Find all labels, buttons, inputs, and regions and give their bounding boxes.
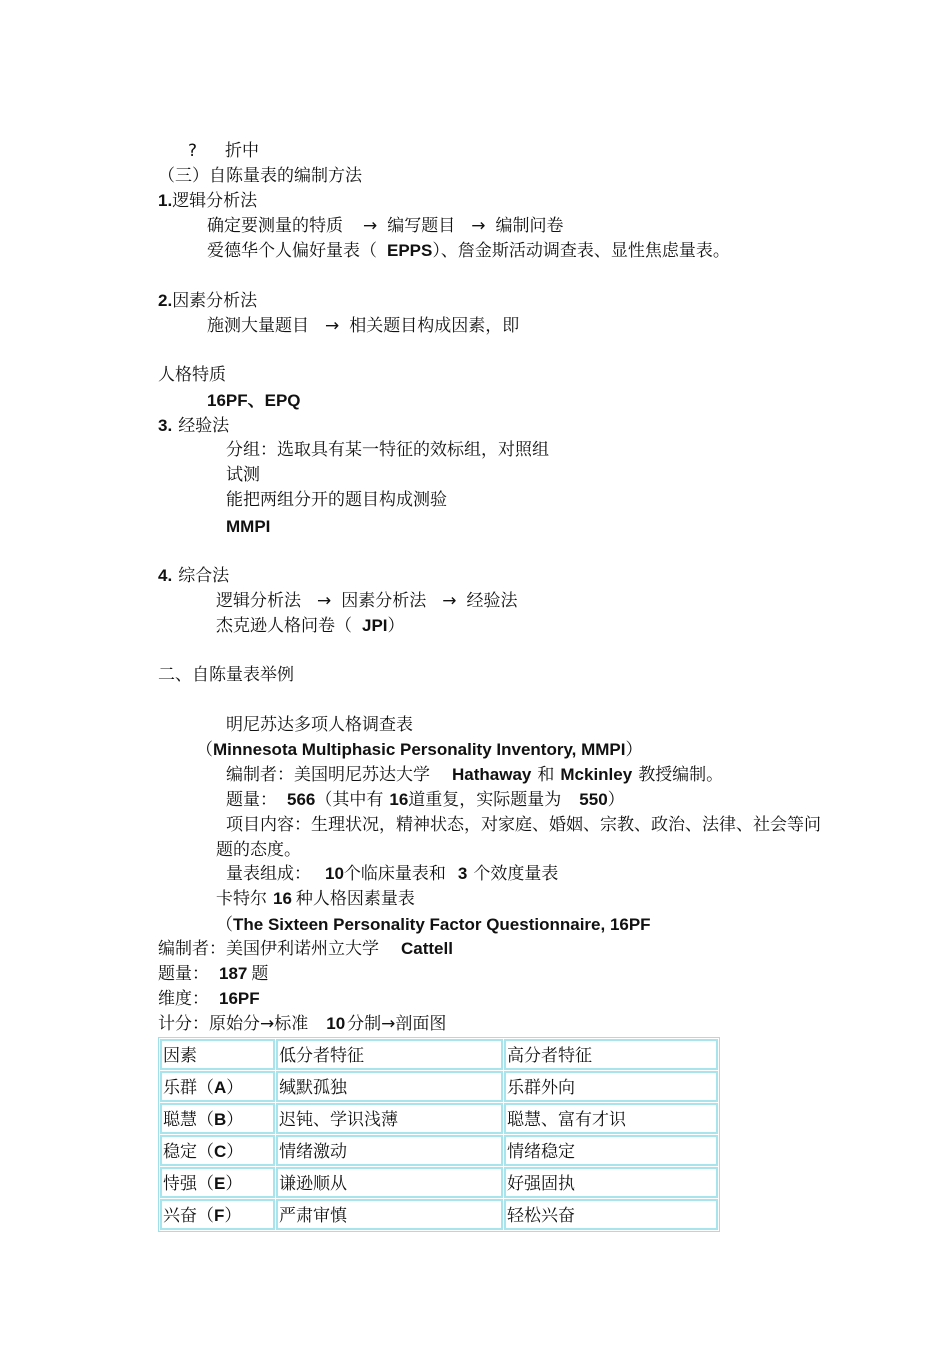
section-heading: （三）自陈量表的编制方法 bbox=[158, 166, 362, 186]
factor-cell: 兴奋（F） bbox=[160, 1199, 275, 1230]
table-row bbox=[160, 1071, 718, 1102]
text-line: 人格特质 bbox=[158, 365, 226, 385]
text-line: 卡特尔 16 种人格因素量表 bbox=[216, 889, 415, 909]
text-line: ? 折中 bbox=[188, 141, 260, 161]
text-line: 能把两组分开的题目构成测验 bbox=[226, 490, 447, 510]
text-line: MMPI bbox=[226, 517, 271, 536]
high-score-cell: 好强固执 bbox=[504, 1167, 718, 1198]
low-score-cell: 谦逊顺从 bbox=[276, 1167, 503, 1198]
high-score-cell: 聪慧、富有才识 bbox=[504, 1103, 718, 1134]
text-line: 项目内容：生理状况，精神状态，对家庭、婚姻、宗教、政治、法律、社会等问 bbox=[226, 815, 821, 835]
text-line: 16PF、EPQ bbox=[207, 391, 301, 410]
high-score-cell: 轻松兴奋 bbox=[504, 1199, 718, 1230]
text-line: 试测 bbox=[226, 465, 260, 485]
factor-cell: 恃强（E） bbox=[160, 1167, 275, 1198]
high-score-cell: 情绪稳定 bbox=[504, 1135, 718, 1166]
table-row bbox=[160, 1167, 718, 1198]
subsection-heading: 1.逻辑分析法 bbox=[158, 191, 258, 211]
table-header-cell: 因素 bbox=[160, 1039, 275, 1070]
text-line: 编制者：美国伊利诺州立大学 Cattell bbox=[158, 939, 453, 959]
low-score-cell: 情绪激动 bbox=[276, 1135, 503, 1166]
text-line: 题量： 566（其中有 16道重复，实际题量为 550） bbox=[226, 790, 625, 810]
text-line: 爱德华个人偏好量表（ EPPS）、詹金斯活动调查表、显性焦虑量表。 bbox=[207, 241, 730, 261]
table-header-cell: 低分者特征 bbox=[276, 1039, 503, 1070]
table-row bbox=[160, 1103, 718, 1134]
text-line: 明尼苏达多项人格调查表 bbox=[226, 715, 413, 735]
text-line: （Minnesota Multiphasic Personality Inventory, MMPI） bbox=[196, 740, 643, 760]
text-line: 编制者：美国明尼苏达大学 Hathaway 和 Mckinley 教授编制。 bbox=[226, 765, 724, 785]
text-line: 施测大量题目 → 相关题目构成因素，即 bbox=[207, 316, 520, 336]
text-line: 计分：原始分→标准 10 分制→剖面图 bbox=[158, 1014, 447, 1034]
text-line: 分组：选取具有某一特征的效标组，对照组 bbox=[226, 440, 549, 460]
text-line: 题的态度。 bbox=[216, 840, 301, 860]
low-score-cell: 迟钝、学识浅薄 bbox=[276, 1103, 503, 1134]
text-line: 确定要测量的特质 → 编写题目 → 编制问卷 bbox=[207, 216, 564, 236]
text-line: 维度： 16PF bbox=[158, 989, 260, 1009]
section-heading: 二、自陈量表举例 bbox=[158, 665, 294, 685]
text-line: （The Sixteen Personality Factor Questionnaire, 16PF bbox=[216, 915, 651, 935]
table-row bbox=[160, 1135, 718, 1166]
factor-table bbox=[158, 1037, 720, 1232]
subsection-heading: 4. 综合法 bbox=[158, 566, 230, 586]
text-line: 杰克逊人格问卷（ JPI） bbox=[216, 616, 405, 636]
high-score-cell: 乐群外向 bbox=[504, 1071, 718, 1102]
factor-cell: 稳定（C） bbox=[160, 1135, 275, 1166]
text-line: 题量： 187 题 bbox=[158, 964, 269, 984]
subsection-heading: 3. 经验法 bbox=[158, 416, 230, 436]
factor-cell: 聪慧（B） bbox=[160, 1103, 275, 1134]
text-line: 逻辑分析法 → 因素分析法 → 经验法 bbox=[216, 591, 518, 611]
factor-cell: 乐群（A） bbox=[160, 1071, 275, 1102]
table-row bbox=[160, 1199, 718, 1230]
subsection-heading: 2.因素分析法 bbox=[158, 291, 258, 311]
table-header-row bbox=[160, 1039, 718, 1070]
text-line: 量表组成： 10个临床量表和 3 个效度量表 bbox=[226, 864, 559, 884]
low-score-cell: 缄默孤独 bbox=[276, 1071, 503, 1102]
low-score-cell: 严肃审慎 bbox=[276, 1199, 503, 1230]
table-header-cell: 高分者特征 bbox=[504, 1039, 718, 1070]
